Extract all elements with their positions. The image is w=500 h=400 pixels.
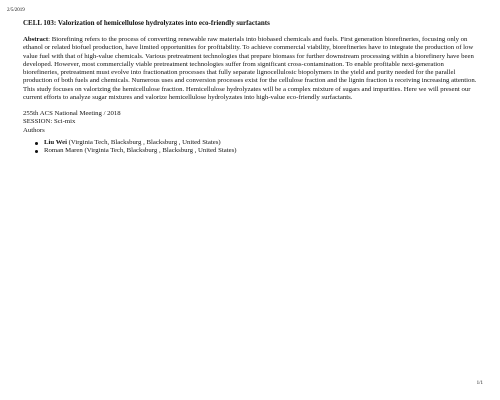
page-date: 2/5/2019 [7, 8, 25, 13]
authors-heading: Authors [23, 126, 45, 134]
author-affiliation: (Virginia Tech, Blacksburg , Blacksburg , United States) [68, 138, 221, 146]
abstract-paragraph [23, 36, 478, 102]
author-name: Liu Wei [44, 138, 67, 146]
page-number: 1/1 [476, 381, 483, 386]
authors-list [23, 139, 478, 156]
bullet-icon [35, 150, 38, 153]
session-info: SESSION: Sci-mix [23, 118, 76, 126]
bullet-icon [35, 142, 38, 145]
document-title: CELL 103: Valorization of hemicellulose hydrolyzates into eco-friendly surfactants [23, 19, 270, 27]
abstract-label: Abstract [23, 36, 49, 43]
document-content [23, 19, 478, 155]
author-affiliation: (Virginia Tech, Blacksburg , Blacksburg , United States) [84, 147, 237, 154]
meeting-info: 255th ACS National Meeting / 2018 [23, 110, 121, 117]
author-item-presenter [23, 139, 478, 147]
author-item [23, 147, 478, 155]
author-name: Roman Maren [44, 147, 83, 154]
abstract-text: : Biorefining refers to the process of converting renewable raw materials into biobased chemicals and fuels. First generation biorefineries, focusing only on ethanol or related biofuel production, have limited opportunities for profitability. To achieve commercial viability, biorefineries have to integrate the production of low value fuel with that of high-value chemicals. Various pretreatment technologies that prepare biomass for further downstream processing within a biorefinery have been developed. However, most commercially viable pretreatment technologies suffer from significant cross-contamination. To enable profitable next-generation biorefineries, pretreatment must evolve into fractionation processes that fully separate lignocellulosic biopolymers in the yield and purity needed for the parallel production of both fuels and chemicals. Numerous uses and conversion processes exist for the cellulose fraction and the lignin fraction is receiving increasing attention. This study focuses on valorizing the hemicellulose fraction. Hemicellulose hydrolyzates will be a complex mixture of sugars and impurities. Here we will present our current efforts to analyze sugar mixtures and valorize hemicellulose hydrolyzates into high-value eco-friendly surfactants. [23, 36, 477, 101]
